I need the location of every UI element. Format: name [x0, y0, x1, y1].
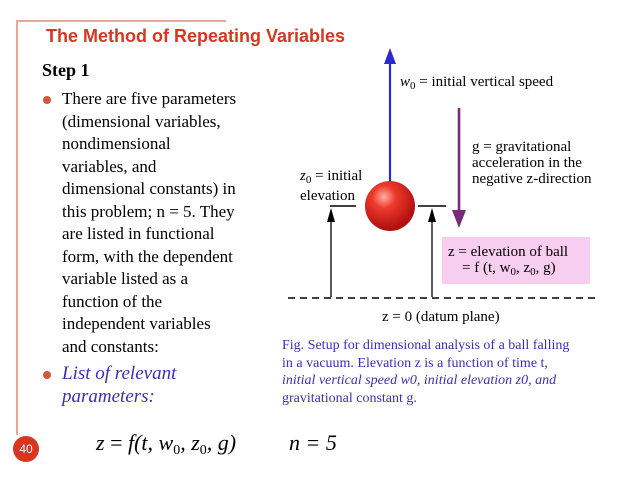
formula-part: f(t, w — [127, 430, 174, 455]
bullet1-line: dimensional constants) in — [62, 179, 236, 198]
caption-line: Fig. Setup for dimensional analysis of a ball falling — [282, 338, 570, 353]
bullet1-line: nondimensional — [62, 134, 171, 153]
z-box-part: , g) — [535, 260, 556, 276]
page-number: 40 — [13, 436, 39, 462]
formula-sub: 0 — [199, 443, 207, 458]
z-box-part: = f (t, w — [462, 260, 511, 276]
z0-rest: = initial — [311, 168, 363, 184]
formula-eq: = — [104, 430, 128, 455]
bullet1-line: There are five parameters — [62, 89, 237, 108]
bullet1-line: (dimensional variables, — [62, 111, 221, 131]
z0-sym: z — [300, 168, 306, 184]
w0-label — [400, 74, 553, 94]
bullet2-line: parameters: — [62, 386, 155, 407]
w0-rest: = initial vertical speed — [415, 74, 554, 90]
g-label — [472, 139, 592, 187]
w0-arrow-head-icon — [384, 48, 396, 64]
z0-arrow-head-icon — [327, 208, 335, 222]
bullet1-line: independent variables — [62, 314, 211, 333]
caption-line: gravitational constant g. — [282, 390, 417, 406]
w0-sub: 0 — [410, 80, 416, 92]
step-heading: Step 1 — [42, 60, 90, 80]
z-arrow-head-icon — [428, 208, 436, 222]
formula-part: , g) — [206, 430, 237, 455]
caption-line: initial vertical speed w0, initial elevation z0, and — [282, 373, 557, 388]
g-line: acceleration in the — [472, 155, 582, 171]
formula-lhs: z — [96, 430, 105, 455]
bullet1-line: form, with the dependent — [62, 246, 233, 266]
g-arrow-head-icon — [452, 210, 466, 228]
z-box-part: , z — [515, 260, 531, 276]
z-box-sub: 0 — [530, 266, 536, 278]
datum-label: z = 0 (datum plane) — [382, 309, 500, 325]
bullet2-line: List of relevant — [62, 363, 177, 384]
bullet1-line: this problem; n = 5. They — [62, 201, 235, 221]
formula-sub: 0 — [173, 443, 181, 458]
z-box-sub: 0 — [510, 266, 516, 278]
caption-line: in a vacuum. Elevation z is a function of time t, — [282, 355, 548, 371]
z0-label — [300, 168, 362, 204]
g-line: g = gravitational — [472, 139, 572, 155]
formula-part: , z — [180, 430, 200, 455]
g-line: negative z-direction — [472, 171, 592, 187]
n-equals: n = 5 — [289, 430, 337, 455]
ball-icon — [365, 181, 415, 231]
z0-line2: elevation — [300, 188, 355, 204]
bullet1-line: function of the — [62, 291, 163, 311]
z-box-line1: z = elevation of ball — [448, 244, 569, 260]
bullet1-line: variable listed as a — [62, 269, 189, 288]
bullet1-line: and constants: — [62, 336, 159, 356]
z0-sub: 0 — [305, 174, 312, 186]
slide-title: The Method of Repeating Variables — [46, 26, 346, 46]
w0-sym: w — [400, 74, 411, 90]
bullet1-line: are listed in functional — [62, 224, 215, 243]
bullet1-line: variables, and — [62, 156, 157, 176]
z-box-label — [448, 244, 568, 280]
figure-caption — [282, 337, 632, 407]
